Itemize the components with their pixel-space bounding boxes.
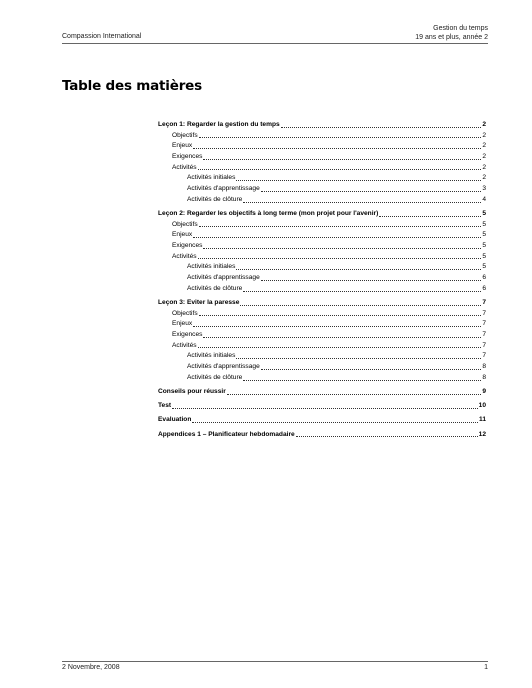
toc-dot-leader: [193, 320, 481, 327]
toc-entry-page: 5: [482, 242, 486, 250]
toc-dot-leader: [198, 252, 482, 259]
toc-entry-page: 7: [482, 331, 486, 339]
toc-entry-title: Activités d'apprentissage: [187, 363, 260, 371]
toc-entry[interactable]: [158, 387, 486, 398]
toc-dot-leader: [243, 196, 481, 203]
toc-entry[interactable]: [158, 241, 486, 252]
toc-entry-title: Activités de clôture: [187, 195, 243, 203]
toc-dot-leader: [203, 153, 481, 160]
toc-dot-leader: [193, 142, 481, 149]
toc-dot-leader: [227, 388, 482, 395]
toc-entry-page: 2: [482, 131, 486, 139]
toc-entry[interactable]: [158, 415, 486, 426]
toc-entry[interactable]: [158, 252, 486, 263]
toc-entry-title: Leçon 1: Regarder la gestion du temps: [158, 121, 280, 128]
toc-entry-title: Enjeux: [172, 320, 193, 328]
header-rule: [62, 43, 488, 44]
toc-entry[interactable]: [158, 284, 486, 295]
toc-entry-title: Activités d'apprentissage: [187, 274, 260, 282]
footer-rule: [62, 661, 488, 662]
page-header-left: Compassion International: [62, 33, 142, 40]
toc-entry[interactable]: [158, 163, 486, 174]
toc-dot-leader: [203, 242, 481, 249]
toc-dot-leader: [199, 309, 482, 316]
toc-entry-page: 5: [482, 210, 486, 217]
toc-entry[interactable]: [158, 309, 486, 320]
toc-title: Table des matières: [62, 78, 202, 94]
toc-entry-page: 2: [482, 121, 486, 128]
toc-dot-leader: [240, 299, 481, 306]
toc-entry-title: Evaluation: [158, 416, 192, 424]
toc-entry[interactable]: [158, 152, 486, 163]
toc-entry-page: 5: [482, 231, 486, 239]
toc-entry-page: 6: [482, 284, 486, 292]
toc-entry-page: 7: [482, 341, 486, 349]
toc-dot-leader: [203, 331, 481, 338]
toc-entry-page: 4: [482, 195, 486, 203]
toc-entry-title: Exigences: [172, 153, 203, 161]
toc-entry-page: 6: [482, 274, 486, 282]
toc-entry[interactable]: [158, 209, 486, 220]
toc-entry-title: Conseils pour réussir: [158, 388, 226, 395]
toc-entry-page: 12: [478, 430, 486, 438]
toc-entry-title: Activités d'apprentissage: [187, 185, 260, 193]
toc-entry[interactable]: [158, 184, 486, 195]
toc-dot-leader: [199, 131, 482, 138]
toc-entry[interactable]: [158, 273, 486, 284]
toc-dot-leader: [193, 231, 481, 238]
toc-entry-page: 5: [482, 263, 486, 271]
toc-entry-title: Exigences: [172, 331, 203, 339]
toc-entry[interactable]: [158, 120, 486, 131]
header-audience: 19 ans et plus, année 2: [415, 34, 488, 41]
toc-entry-title: Activités: [172, 252, 197, 260]
toc-entry[interactable]: [158, 262, 486, 273]
toc-dot-leader: [261, 185, 482, 192]
toc-entry[interactable]: [158, 362, 486, 373]
toc-entry-title: Exigences: [172, 242, 203, 250]
toc-dot-leader: [296, 430, 478, 437]
toc-entry-page: 2: [482, 153, 486, 161]
toc-entry-page: 3: [482, 185, 486, 193]
toc-dot-leader: [261, 274, 482, 281]
toc-entry-title: Enjeux: [172, 142, 193, 150]
toc-entry-page: 5: [482, 252, 486, 260]
toc-entry[interactable]: [158, 401, 486, 412]
toc-entry-page: 5: [482, 220, 486, 228]
toc-entry-page: 10: [478, 402, 486, 410]
footer-date: 2 Novembre, 2008: [62, 664, 120, 671]
toc-entry-title: Activités initiales: [187, 263, 236, 271]
toc-entry[interactable]: [158, 230, 486, 241]
toc-entry-title: Activités de clôture: [187, 373, 243, 381]
toc-entry[interactable]: [158, 173, 486, 184]
toc-entry[interactable]: [158, 131, 486, 142]
toc-entry-page: 7: [482, 309, 486, 317]
toc-dot-leader: [199, 220, 482, 227]
toc-entry[interactable]: [158, 141, 486, 152]
toc-entry-title: Test: [158, 402, 172, 410]
toc-entry[interactable]: [158, 195, 486, 206]
toc-entry-page: 7: [482, 320, 486, 328]
toc-entry-page: 2: [482, 163, 486, 171]
toc-entry-title: Activités: [172, 163, 197, 171]
toc-entry[interactable]: [158, 330, 486, 341]
toc-dot-leader: [236, 263, 481, 270]
toc-dot-leader: [236, 352, 481, 359]
toc-dot-leader: [198, 163, 482, 170]
toc-dot-leader: [243, 374, 481, 381]
toc-entry-page: 11: [479, 416, 486, 424]
toc-entry[interactable]: [158, 319, 486, 330]
toc-entry-title: Objectifs: [172, 131, 198, 139]
toc-entry-title: Leçon 2: Regarder les objectifs à long terme (mon projet pour l'avenir): [158, 210, 379, 217]
footer-page-number: 1: [484, 664, 488, 671]
toc-dot-leader: [261, 363, 482, 370]
toc-entry[interactable]: [158, 220, 486, 231]
toc-dot-leader: [192, 416, 478, 423]
toc-entry[interactable]: [158, 430, 486, 441]
table-of-contents: [158, 120, 486, 440]
page-header-right: [415, 24, 488, 42]
toc-entry-page: 7: [482, 299, 486, 306]
toc-entry-title: Activités initiales: [187, 174, 236, 182]
toc-entry-title: Objectifs: [172, 220, 198, 228]
toc-entry-title: Leçon 3: Eviter la paresse: [158, 299, 240, 306]
toc-entry-page: 2: [482, 142, 486, 150]
toc-entry-page: 8: [482, 373, 486, 381]
toc-entry[interactable]: [158, 298, 486, 309]
toc-entry-title: Activités: [172, 341, 197, 349]
toc-entry-title: Enjeux: [172, 231, 193, 239]
toc-entry-page: 9: [482, 388, 486, 395]
toc-dot-leader: [281, 121, 482, 128]
header-document-title: Gestion du temps: [433, 25, 488, 32]
toc-entry[interactable]: [158, 373, 486, 384]
toc-entry-title: Objectifs: [172, 309, 198, 317]
toc-dot-leader: [243, 285, 481, 292]
toc-entry-title: Activités de clôture: [187, 284, 243, 292]
toc-dot-leader: [379, 210, 481, 217]
toc-dot-leader: [236, 174, 481, 181]
toc-dot-leader: [172, 402, 478, 409]
toc-entry-page: 7: [482, 352, 486, 360]
toc-dot-leader: [198, 341, 482, 348]
toc-entry-page: 2: [482, 174, 486, 182]
toc-entry-title: Appendices 1 – Planificateur hebdomadaire: [158, 430, 295, 438]
toc-entry-page: 8: [482, 363, 486, 371]
toc-entry[interactable]: [158, 341, 486, 352]
toc-entry[interactable]: [158, 351, 486, 362]
toc-entry-title: Activités initiales: [187, 352, 236, 360]
